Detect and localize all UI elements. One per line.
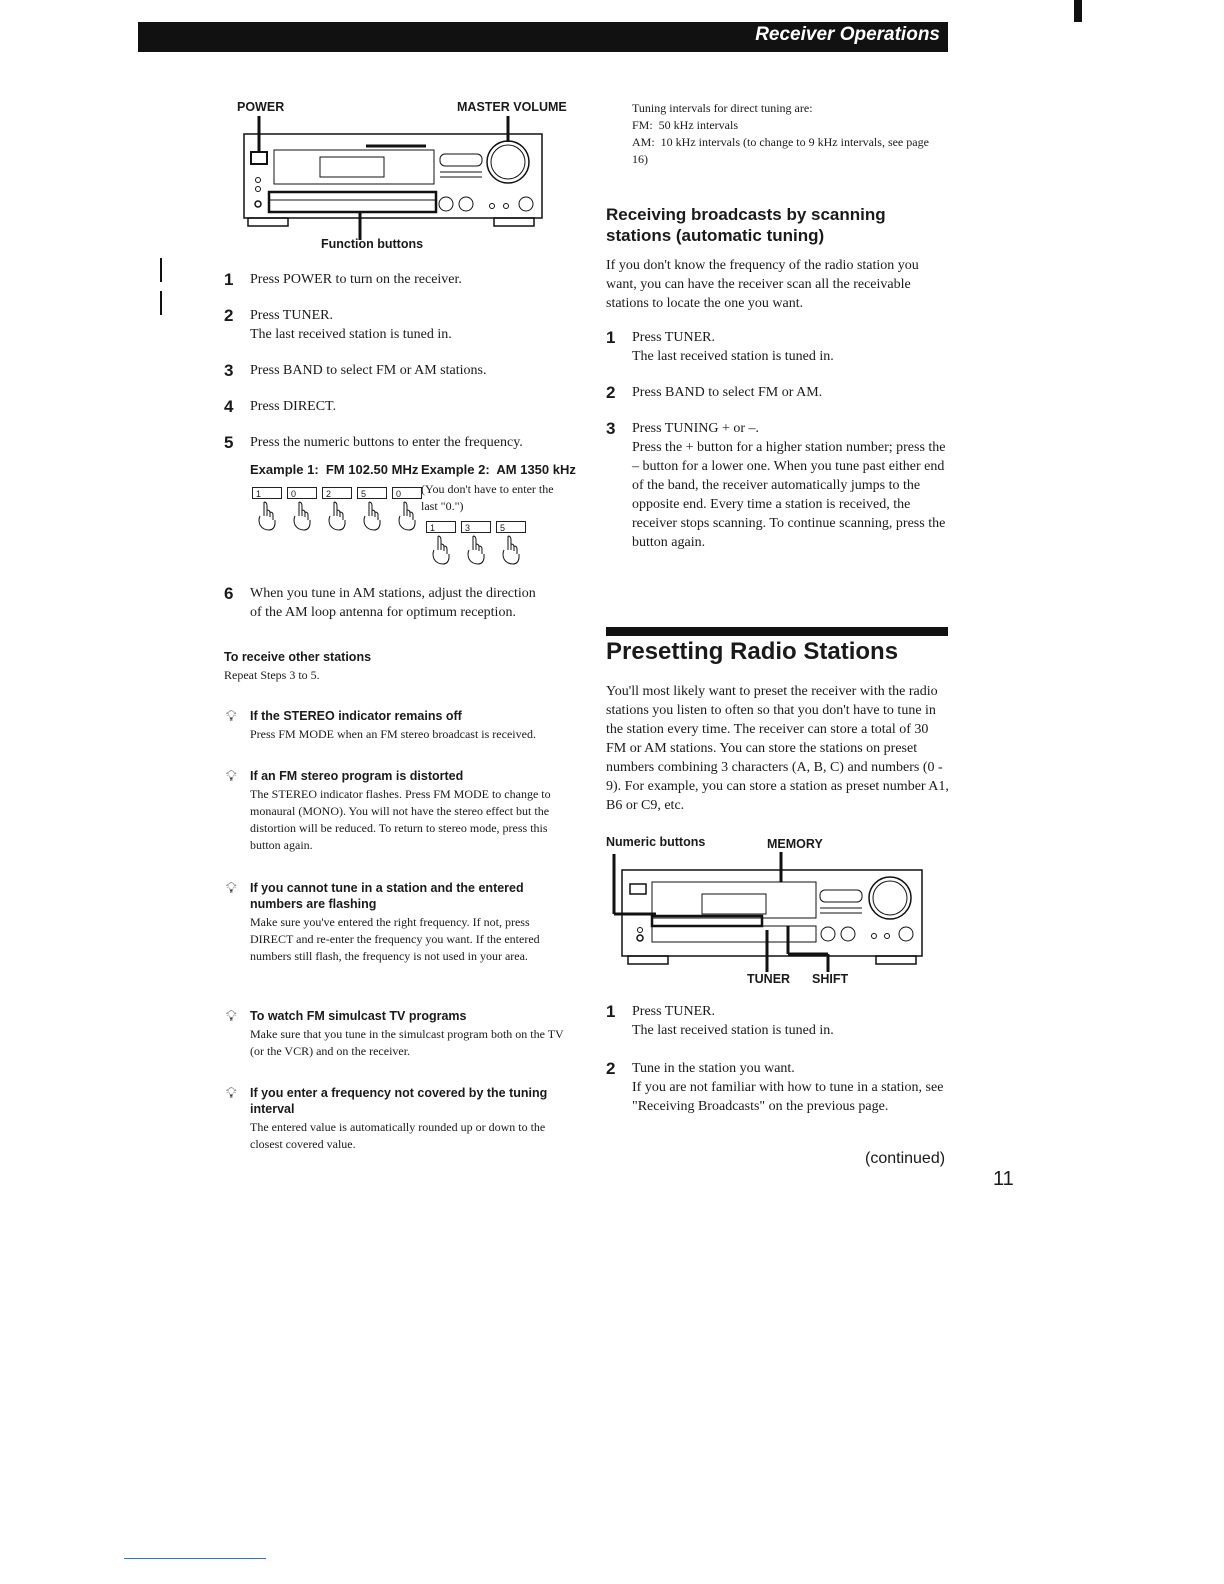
receiver-diagram <box>236 114 546 242</box>
step-number: 2 <box>606 383 616 402</box>
numeric-key: 5 <box>357 487 387 499</box>
section-title: Receiver Operations <box>755 24 940 45</box>
tip-text: Make sure that you tune in the simulcast program both on the TV (or the VCR) and on the receiver. <box>250 1027 564 1058</box>
step-text: Press POWER to turn on the receiver. <box>250 272 462 287</box>
example-2-note: (You don't have to enter the last "0.") <box>421 482 554 513</box>
step-text: The last received station is tuned in. <box>250 327 452 342</box>
scanning-intro: If you don't know the frequency of the radio station you want, you can have the receiver scan all the receivable stations to locate the one you want. <box>606 258 919 311</box>
step-text: Press TUNING + or –. <box>632 421 760 436</box>
bottom-rule <box>124 1558 266 1559</box>
step-number: 5 <box>224 433 234 452</box>
step-text: Press DIRECT. <box>250 399 337 414</box>
tip-text: The entered value is automatically rounded up or down to the closest covered value. <box>250 1120 546 1151</box>
tip-title: If you enter a frequency not covered by the tuning interval <box>250 1086 548 1116</box>
pressing-hand-icon <box>496 534 526 566</box>
other-stations-text: Repeat Steps 3 to 5. <box>224 668 320 682</box>
intervals-am: AM: 10 kHz intervals (to change to 9 kHz intervals, see page 16) <box>632 135 932 166</box>
scanning-heading: Receiving broadcasts by scanning stations (automatic tuning) <box>606 205 886 245</box>
edge-mark <box>1074 0 1082 22</box>
section-rule <box>606 627 948 636</box>
pressing-hand-icon <box>392 500 422 532</box>
header-bar <box>138 22 948 52</box>
step-number: 1 <box>224 270 234 289</box>
margin-bar <box>160 291 162 315</box>
page-number: 11 <box>993 1168 1014 1190</box>
master-volume-label: MASTER VOLUME <box>457 100 567 114</box>
numeric-key: 1 <box>426 521 456 533</box>
step-number: 1 <box>606 1002 616 1021</box>
step-text: The last received station is tuned in. <box>632 349 834 364</box>
pressing-hand-icon <box>252 500 282 532</box>
tip-bulb-icon: 💡︎ <box>226 881 237 897</box>
step-number: 2 <box>606 1059 616 1078</box>
step-number: 3 <box>606 419 616 438</box>
tip-bulb-icon: 💡︎ <box>226 1009 237 1025</box>
tip-title: If the STEREO indicator remains off <box>250 709 462 723</box>
shift-label: SHIFT <box>812 972 849 986</box>
step-text: The last received station is tuned in. <box>632 1023 834 1038</box>
tip-bulb-icon: 💡︎ <box>226 769 237 785</box>
tuner-label: TUNER <box>747 972 791 986</box>
step-text: When you tune in AM stations, adjust the direction <box>250 586 536 601</box>
tip-bulb-icon: 💡︎ <box>226 1086 237 1102</box>
tip-text: Press FM MODE when an FM stereo broadcast is received. <box>250 727 536 741</box>
numeric-key: 2 <box>322 487 352 499</box>
step-number: 2 <box>224 306 234 325</box>
step-text: Tune in the station you want. <box>632 1061 795 1076</box>
step-text: Press BAND to select FM or AM. <box>632 385 823 400</box>
tip-bulb-icon: 💡︎ <box>226 709 237 725</box>
step-text: Press TUNER. <box>250 308 333 323</box>
step-text: Press the + button for a higher station number; press the – button for a lower one. When you tune past either end of the band, the receiver automatically jumps to the opposite end. Every time a station is received, the receiver stops scanning. To continue scanning, press the button again. <box>632 440 946 550</box>
step-text: If you are not familiar with how to tune in a station, see "Receiving Broadcasts" on the previous page. <box>632 1080 944 1114</box>
numeric-key: 0 <box>287 487 317 499</box>
step-number: 1 <box>606 328 616 347</box>
pressing-hand-icon <box>461 534 491 566</box>
step-number: 4 <box>224 397 234 416</box>
step-number: 6 <box>224 584 234 603</box>
memory-label: MEMORY <box>767 837 823 851</box>
example-2-hands <box>426 534 531 571</box>
intervals-intro: Tuning intervals for direct tuning are: <box>632 101 813 115</box>
numeric-key: 1 <box>252 487 282 499</box>
pressing-hand-icon <box>287 500 317 532</box>
example-2-title: Example 2: AM 1350 kHz <box>421 462 576 477</box>
numeric-key: 5 <box>496 521 526 533</box>
step-text: of the AM loop antenna for optimum reception. <box>250 605 516 620</box>
margin-bar <box>160 258 162 282</box>
step-text: Press BAND to select FM or AM stations. <box>250 363 487 378</box>
step-text: Press TUNER. <box>632 330 715 345</box>
power-label: POWER <box>237 100 285 114</box>
tip-title: To watch FM simulcast TV programs <box>250 1009 467 1023</box>
presetting-heading: Presetting Radio Stations <box>606 638 899 665</box>
continued-label: (continued) <box>865 1150 946 1167</box>
intervals-fm: FM: 50 kHz intervals <box>632 118 738 132</box>
tip-text: The STEREO indicator flashes. Press FM MODE to change to monaural (MONO). You will not have the stereo effect but the distortion will be reduced. To return to stereo mode, press this button again. <box>250 787 551 852</box>
function-buttons-label: Function buttons <box>321 237 424 251</box>
other-stations-title: To receive other stations <box>224 650 372 664</box>
pressing-hand-icon <box>426 534 456 566</box>
numeric-buttons-label: Numeric buttons <box>606 835 706 849</box>
step-text: Press the numeric buttons to enter the frequency. <box>250 435 523 450</box>
numeric-key: 3 <box>461 521 491 533</box>
numeric-key: 0 <box>392 487 422 499</box>
receiver-diagram <box>606 850 926 972</box>
tip-title: If you cannot tune in a station and the entered numbers are flashing <box>250 881 524 911</box>
step-number: 3 <box>224 361 234 380</box>
tip-title: If an FM stereo program is distorted <box>250 769 464 783</box>
example-1-title: Example 1: FM 102.50 MHz <box>250 462 419 477</box>
presetting-intro: You'll most likely want to preset the receiver with the radio stations you listen to often so that you don't have to tune in the station every time. The receiver can store a total of 30 FM or AM stations. You can store the stations on preset numbers combining 3 characters (A, B, C) and numbers (0 - 9). For example, you can store a station as preset number A1, B6 or C9, etc. <box>606 684 949 813</box>
pressing-hand-icon <box>357 500 387 532</box>
pressing-hand-icon <box>322 500 352 532</box>
tip-text: Make sure you've entered the right frequency. If not, press DIRECT and re-enter the frequency you want. If the entered numbers still flash, the frequency is not used in your area. <box>250 915 540 963</box>
step-text: Press TUNER. <box>632 1004 715 1019</box>
example-1-hands <box>252 500 427 537</box>
